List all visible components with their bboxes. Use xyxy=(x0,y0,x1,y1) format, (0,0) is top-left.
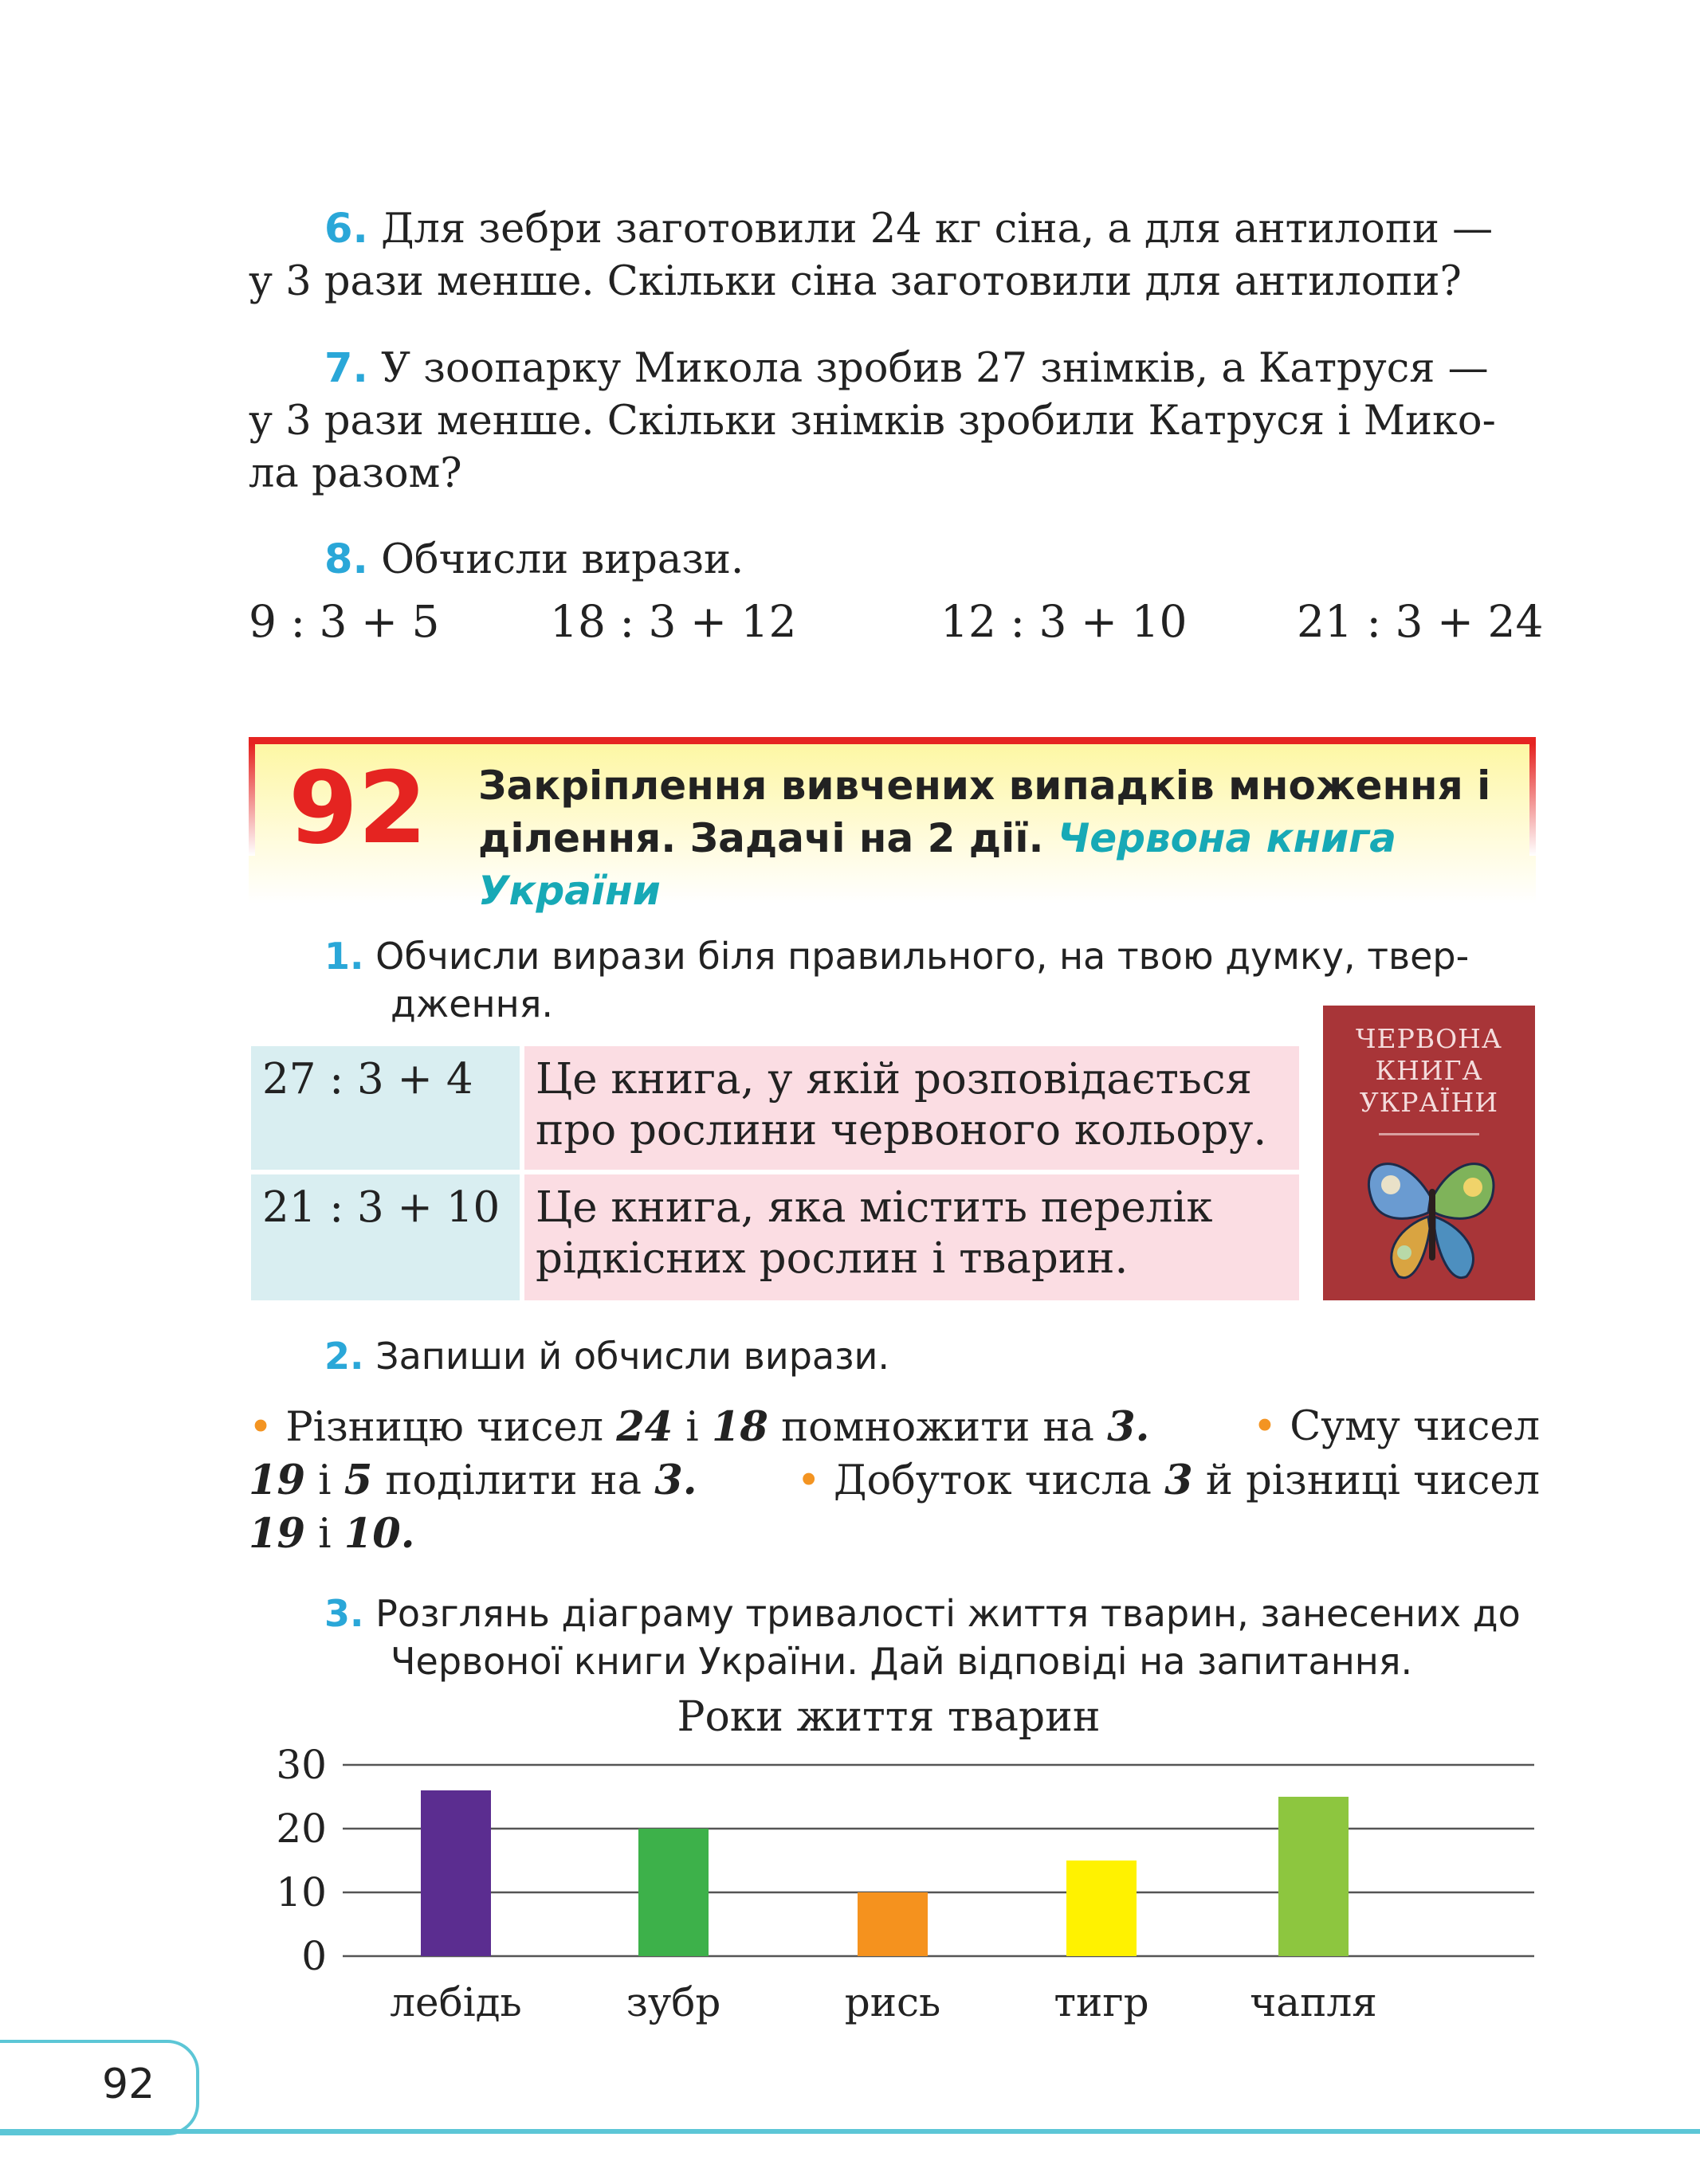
lesson-title-line: ділення. Задачі на 2 дії. xyxy=(478,815,1044,861)
number: 19 xyxy=(249,1457,305,1504)
task-text: Розглянь діаграму тривалості життя тварин, занесених до xyxy=(375,1592,1521,1635)
task-text: Червоної книги України. Дай відповіді на запитання. xyxy=(391,1640,1413,1683)
bullet-text: і xyxy=(304,1511,344,1558)
task-text: Обчисли вирази біля правильного, на твою думку, твер- xyxy=(375,935,1470,978)
y-tick-label: 10 xyxy=(276,1869,327,1915)
y-tick-label: 30 xyxy=(276,1745,327,1788)
footer-line xyxy=(0,2129,1700,2134)
task-2 xyxy=(324,1332,889,1380)
task-number: 7. xyxy=(324,345,368,392)
table-statement-cell xyxy=(524,1174,1299,1300)
red-book-cover xyxy=(1323,1006,1535,1300)
expression: 18 : 3 + 12 xyxy=(550,596,797,647)
task-text: Запиши й обчисли вирази. xyxy=(375,1335,890,1378)
task-8 xyxy=(324,534,1520,586)
bar-0 xyxy=(421,1790,491,1956)
task-number: 3. xyxy=(324,1592,364,1635)
y-tick-label: 20 xyxy=(276,1806,327,1852)
bullet-text: помножити на xyxy=(768,1404,1108,1451)
statement-line: про рослини червоного кольору. xyxy=(536,1106,1267,1155)
table-expression-cell: 21 : 3 + 10 xyxy=(251,1174,520,1300)
bullet-text: поділити на xyxy=(372,1457,655,1504)
bullet-text: Різницю чисел xyxy=(285,1404,617,1451)
bar-4 xyxy=(1278,1797,1349,1956)
number: 10. xyxy=(344,1510,415,1558)
x-category-label: рись xyxy=(844,1979,941,2025)
task-7 xyxy=(249,343,1548,500)
lesson-number: 92 xyxy=(289,751,427,866)
task-text: у 3 рази менше. Скільки сіна заготовили для антилопи? xyxy=(249,258,1462,305)
number: 3 xyxy=(1164,1457,1193,1504)
expression: 12 : 3 + 10 xyxy=(940,596,1188,647)
statement-line: Це книга, яка містить перелік xyxy=(536,1183,1213,1232)
page-number: 92 xyxy=(102,2060,155,2108)
task-number: 2. xyxy=(324,1335,364,1378)
x-category-label: чапля xyxy=(1250,1979,1377,2025)
bar-chart xyxy=(239,1745,1546,2040)
expression: 9 : 3 + 5 xyxy=(249,596,440,647)
lesson-topic: України xyxy=(478,868,661,914)
chart-title: Роки життя тварин xyxy=(677,1693,1101,1741)
bullet-text: і xyxy=(304,1457,344,1504)
number: 3. xyxy=(654,1457,697,1504)
task-text: Для зебри заготовили 24 кг сіна, а для антилопи — xyxy=(381,206,1494,253)
bar-1 xyxy=(638,1829,709,1956)
task-text: ла разом? xyxy=(249,450,462,497)
y-tick-label: 0 xyxy=(301,1933,327,1979)
page-number-tab xyxy=(0,2040,199,2135)
task-text: Обчисли вирази. xyxy=(381,536,744,583)
book-title-line: УКРАЇНИ xyxy=(1359,1087,1499,1118)
book-title-line: ЧЕРВОНА xyxy=(1356,1023,1502,1054)
expression: 21 : 3 + 24 xyxy=(1297,596,1544,647)
task-text: у 3 рази менше. Скільки знімків зробили Катруся і Мико- xyxy=(249,398,1496,445)
bullet-text: і xyxy=(673,1404,712,1451)
x-category-label: зубр xyxy=(626,1979,721,2025)
task-6 xyxy=(249,203,1548,308)
lesson-topic: Червона книга xyxy=(1057,815,1397,861)
bullet-text: Добуток числа xyxy=(820,1457,1165,1504)
lesson-title xyxy=(478,759,1538,917)
bar-2 xyxy=(858,1892,928,1956)
table-expression-cell: 27 : 3 + 4 xyxy=(251,1046,520,1170)
statement-line: Це книга, у якій розповідається xyxy=(536,1055,1252,1104)
bullet-icon: • xyxy=(249,1404,273,1451)
task-2-bullets xyxy=(249,1401,1540,1561)
number: 19 xyxy=(249,1510,305,1558)
task-text: У зоопарку Микола зробив 27 знімків, а Катруся — xyxy=(381,345,1489,392)
book-subtitle-rule xyxy=(1379,1133,1479,1135)
task-number: 8. xyxy=(324,536,368,583)
number: 3. xyxy=(1107,1403,1150,1451)
bullet-icon: • xyxy=(1252,1403,1278,1450)
number: 5 xyxy=(344,1457,373,1504)
task-text: дження. xyxy=(391,982,553,1025)
bullet-icon: • xyxy=(796,1457,821,1504)
bullet-text: Суму чисел xyxy=(1277,1403,1540,1450)
number: 18 xyxy=(711,1403,768,1451)
bullet-text: й різниці чисел xyxy=(1192,1457,1540,1504)
lesson-title-line: Закріплення вивчених випадків множення і xyxy=(478,763,1491,809)
bar-3 xyxy=(1066,1861,1137,1956)
number: 24 xyxy=(616,1403,673,1451)
x-category-label: тигр xyxy=(1054,1979,1149,2025)
table-statement-cell xyxy=(524,1046,1299,1170)
task-3 xyxy=(324,1590,1544,1685)
book-title-line: КНИГА xyxy=(1375,1055,1483,1086)
statement-line: рідкісних рослин і тварин. xyxy=(536,1234,1129,1283)
butterfly-icon xyxy=(1355,1149,1506,1288)
task-number: 6. xyxy=(324,206,368,253)
task-number: 1. xyxy=(324,935,364,978)
x-category-label: лебідь xyxy=(390,1979,522,2025)
